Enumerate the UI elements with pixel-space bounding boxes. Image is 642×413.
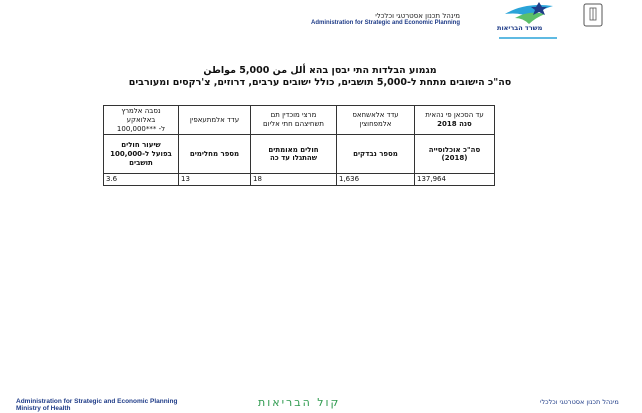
subheader-line: מספר נבדקים: [353, 149, 398, 158]
footer-english-line: Administration for Strategic and Economic Planning: [16, 398, 178, 405]
header-line: עדד אלאשחאס: [352, 111, 399, 120]
subheader-line: (2018): [441, 154, 468, 163]
header-tested: [337, 106, 415, 135]
footer-hotline: קול הבריאות: [258, 396, 341, 409]
value-rate: 3.6: [104, 174, 179, 186]
header-org-english: Administration for Strategic and Economic Planning: [310, 20, 460, 27]
document-title: מגמוע הבלדות התי יבסן בהא ألل من 5,000 مواطن: [203, 65, 437, 76]
state-emblem-icon: [583, 3, 603, 27]
subheader-tested: [337, 135, 415, 174]
document-subtitle: סה"כ הישובים מתחת ל-5,000 תושבים, כולל ישובים ערבים, דרוזים, צ'רקסים ומעורבים: [128, 77, 512, 88]
header-org-hebrew: מינהל תכנון אסטרטגי וכלכלי: [375, 12, 460, 20]
header-line: תשחיצהם חתי אליום: [262, 120, 325, 129]
header-recovered: [179, 106, 251, 135]
subheader-line: שיעור חולים: [121, 141, 161, 150]
value-confirmed: 18: [251, 174, 337, 186]
subheader-population: [415, 135, 495, 174]
header-line: עדד אלמתעאפין: [189, 115, 240, 124]
header-line: סנה 2018: [437, 120, 472, 129]
subheader-confirmed: [251, 135, 337, 174]
value-tested: 1,636: [337, 174, 415, 186]
value-population: 137,964: [415, 174, 495, 186]
subheader-rate: [104, 135, 179, 174]
header-line: נסבה אלמרץ באלואקע: [121, 107, 161, 124]
subheader-recovered: [179, 135, 251, 174]
subheader-line: תושבים: [129, 158, 153, 167]
header-line: ל- ***100,000: [116, 124, 166, 133]
value-recovered: 13: [179, 174, 251, 186]
header-line: עד הסכאן פי נהאית: [425, 111, 484, 120]
table-header-row: [104, 106, 495, 135]
table-subheader-row: [104, 135, 495, 174]
header-line: מרצי מוכדין תם: [270, 111, 317, 120]
footer-organization: מינהל תכנון אסטרטגי וכלכלי: [540, 398, 619, 406]
header-confirmed: [251, 106, 337, 135]
footer-english-line: Ministry of Health: [16, 405, 71, 413]
header-organization: [311, 12, 460, 27]
ministry-logo-icon: [495, 0, 561, 40]
footer-english: [16, 398, 177, 413]
statistics-table: [103, 105, 495, 186]
subheader-line: שהתגלו עד כה: [269, 154, 318, 163]
header-population: [415, 106, 495, 135]
header-line: אלמפחוצין: [359, 120, 392, 129]
table-row: [104, 174, 495, 186]
subheader-line: חולים מאומתים: [268, 145, 319, 154]
subheader-line: בפועל ל-100,000: [110, 149, 172, 158]
ministry-name: משרד הבריאות: [497, 24, 543, 32]
header-rate: [104, 106, 179, 135]
subheader-line: סה"כ אוכלוסייה: [428, 145, 481, 154]
subheader-line: מספר מחלימים: [189, 149, 240, 158]
